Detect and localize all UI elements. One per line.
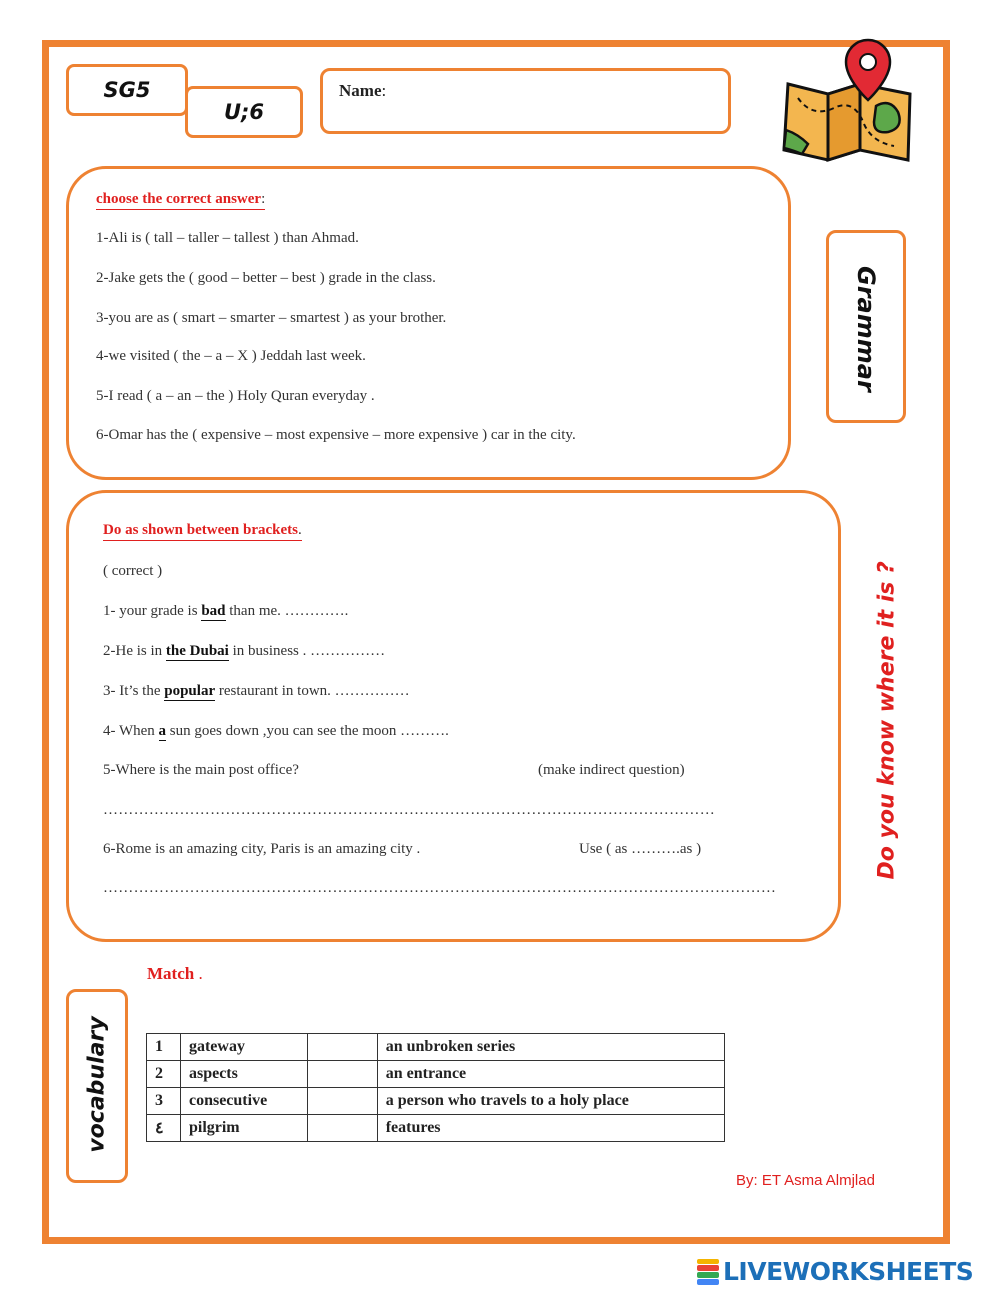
vocab-word: pilgrim — [180, 1115, 307, 1142]
unit-tag — [185, 86, 303, 138]
liveworksheets-logo-icon — [697, 1259, 719, 1285]
vocab-word: aspects — [180, 1061, 307, 1088]
match-title: Match . — [147, 964, 203, 983]
choose-item: 1-Ali is ( tall – taller – tallest ) than Ahmad. — [96, 230, 359, 246]
table-row — [147, 1034, 725, 1061]
row-number: 2 — [147, 1061, 181, 1088]
choose-item: 2-Jake gets the ( good – better – best ) grade in the class. — [96, 270, 436, 286]
choose-item: 4-we visited ( the – a – X ) Jeddah last week. — [96, 348, 366, 364]
answer-line-5[interactable]: ………………………………………………………………………………………………………… — [103, 802, 715, 818]
answer-line-6[interactable]: …………………………………………………………………………………………………………………… — [103, 880, 777, 896]
correct-question-1: 1- your grade is bad than me. …………. — [103, 603, 349, 619]
grade-tag — [66, 64, 188, 116]
choose-item: 3-you are as ( smart – smarter – smartest ) as your brother. — [96, 310, 447, 326]
unit-text: U;6 — [223, 100, 265, 124]
map-with-pin-icon — [780, 36, 915, 166]
vocab-word: gateway — [180, 1034, 307, 1061]
match-table — [146, 1033, 725, 1142]
correct-question-3: 3- It’s the popular restaurant in town. …………… — [103, 683, 410, 699]
vocab-meaning: an unbroken series — [377, 1034, 724, 1061]
row-number: 3 — [147, 1088, 181, 1115]
table-row — [147, 1115, 725, 1142]
side-question: Do you know where it is ? — [874, 561, 900, 880]
name-field[interactable]: Name: — [320, 68, 731, 134]
correct-question-2: 2-He is in the Dubai in business . …………… — [103, 643, 386, 659]
correct-question-4: 4- When a sun goes down ,you can see the moon ………. — [103, 723, 449, 739]
choose-answer-title: choose the correct answer: — [96, 191, 265, 210]
table-row — [147, 1061, 725, 1088]
answer-cell[interactable] — [307, 1034, 377, 1061]
do-as-shown-panel — [66, 490, 841, 942]
author-credit: By: ET Asma Almjlad — [736, 1172, 875, 1189]
vocab-word: consecutive — [180, 1088, 307, 1115]
vocab-meaning: features — [377, 1115, 724, 1142]
choose-item: 6-Omar has the ( expensive – most expensive – more expensive ) car in the city. — [96, 427, 576, 443]
indirect-question-hint: (make indirect question) — [538, 762, 685, 778]
choose-item: 5-I read ( a – an – the ) Holy Quran everyday . — [96, 388, 375, 404]
table-row — [147, 1088, 725, 1115]
liveworksheets-wordmark: LIVEWORKSHEETS — [723, 1257, 974, 1286]
answer-cell[interactable] — [307, 1115, 377, 1142]
instruction-text: ( correct ) — [103, 563, 163, 579]
vocabulary-label: vocabulary — [84, 1016, 110, 1153]
grade-text: SG5 — [103, 78, 151, 102]
indirect-question-text: 5-Where is the main post office? — [103, 762, 299, 778]
as-as-question-hint: Use ( as ……….as ) — [579, 841, 702, 857]
name-label: Name — [339, 81, 382, 100]
answer-cell[interactable] — [307, 1088, 377, 1115]
vocab-meaning: a person who travels to a holy place — [377, 1088, 724, 1115]
do-as-shown-title: Do as shown between brackets. — [103, 522, 302, 541]
row-number: ٤ — [147, 1115, 181, 1142]
vocab-meaning: an entrance — [377, 1061, 724, 1088]
grammar-label: Grammar — [852, 266, 880, 392]
answer-cell[interactable] — [307, 1061, 377, 1088]
liveworksheets-logo — [697, 1257, 973, 1286]
as-as-question-text: 6-Rome is an amazing city, Paris is an amazing city . — [103, 841, 421, 857]
row-number: 1 — [147, 1034, 181, 1061]
